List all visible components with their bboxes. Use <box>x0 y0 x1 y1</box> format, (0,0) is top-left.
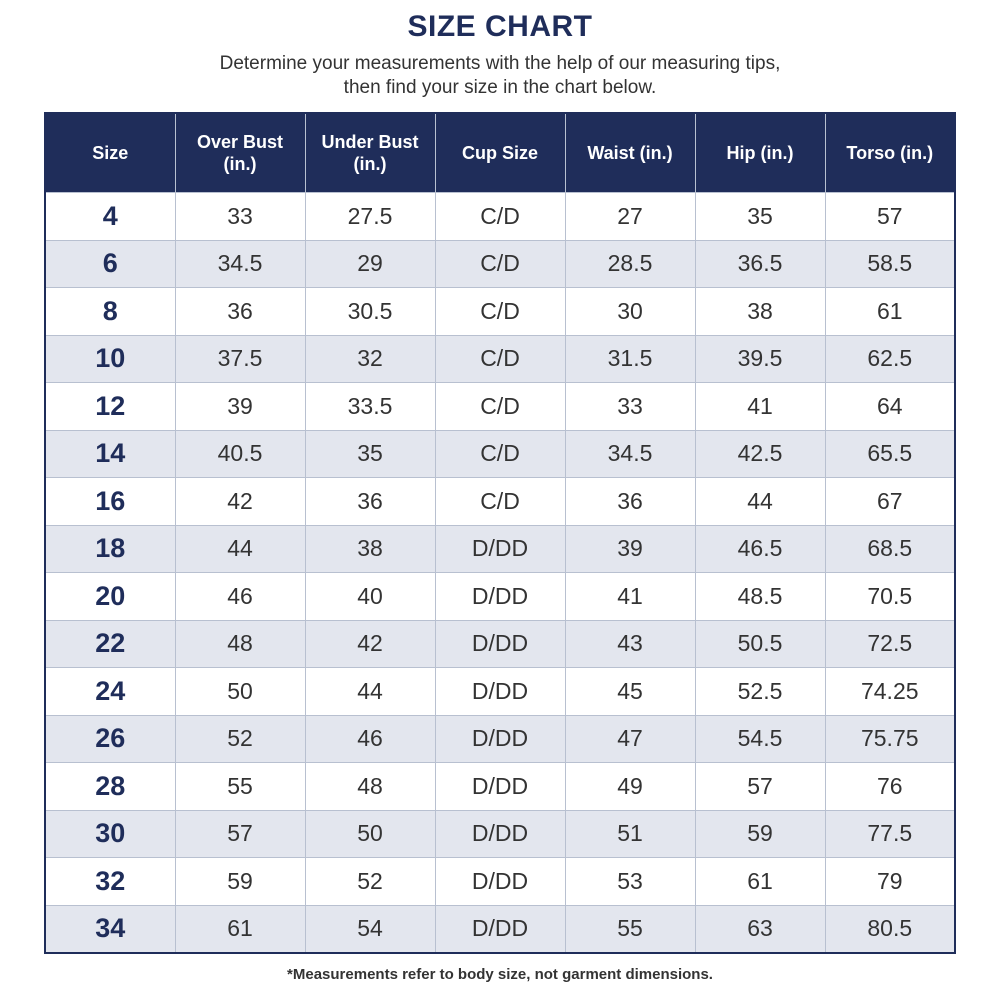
cup-size-cell: C/D <box>435 288 565 336</box>
page-subtitle <box>0 52 1000 100</box>
waist-cell: 34.5 <box>565 430 695 478</box>
subtitle-line-1: Determine your measurements with the help of our measuring tips, <box>219 53 781 74</box>
size-cell: 24 <box>45 668 175 716</box>
header-cup-size: Cup Size <box>435 113 565 193</box>
torso-cell: 79 <box>825 858 955 906</box>
waist-cell: 39 <box>565 525 695 573</box>
under-bust-cell: 54 <box>305 905 435 953</box>
cup-size-cell: D/DD <box>435 810 565 858</box>
table-row <box>45 383 955 431</box>
header-under-bust: Under Bust (in.) <box>305 113 435 193</box>
torso-cell: 75.75 <box>825 715 955 763</box>
under-bust-cell: 36 <box>305 478 435 526</box>
torso-cell: 77.5 <box>825 810 955 858</box>
size-cell: 8 <box>45 288 175 336</box>
torso-cell: 62.5 <box>825 335 955 383</box>
torso-cell: 67 <box>825 478 955 526</box>
cup-size-cell: D/DD <box>435 525 565 573</box>
waist-cell: 55 <box>565 905 695 953</box>
hip-cell: 41 <box>695 383 825 431</box>
size-cell: 30 <box>45 810 175 858</box>
torso-cell: 74.25 <box>825 668 955 716</box>
waist-cell: 49 <box>565 763 695 811</box>
table-row <box>45 430 955 478</box>
header-hip: Hip (in.) <box>695 113 825 193</box>
hip-cell: 50.5 <box>695 620 825 668</box>
cup-size-cell: C/D <box>435 240 565 288</box>
table-row <box>45 478 955 526</box>
over-bust-cell: 34.5 <box>175 240 305 288</box>
hip-cell: 42.5 <box>695 430 825 478</box>
table-row <box>45 905 955 953</box>
footnote: *Measurements refer to body size, not garment dimensions. <box>287 966 713 983</box>
under-bust-cell: 46 <box>305 715 435 763</box>
hip-cell: 54.5 <box>695 715 825 763</box>
waist-cell: 31.5 <box>565 335 695 383</box>
table-row <box>45 810 955 858</box>
size-cell: 20 <box>45 573 175 621</box>
header-size: Size <box>45 113 175 193</box>
torso-cell: 68.5 <box>825 525 955 573</box>
under-bust-cell: 27.5 <box>305 193 435 241</box>
under-bust-cell: 29 <box>305 240 435 288</box>
over-bust-cell: 37.5 <box>175 335 305 383</box>
table-row <box>45 193 955 241</box>
table-row <box>45 288 955 336</box>
over-bust-cell: 61 <box>175 905 305 953</box>
over-bust-cell: 59 <box>175 858 305 906</box>
cup-size-cell: C/D <box>435 193 565 241</box>
hip-cell: 36.5 <box>695 240 825 288</box>
header-waist: Waist (in.) <box>565 113 695 193</box>
hip-cell: 52.5 <box>695 668 825 716</box>
size-cell: 6 <box>45 240 175 288</box>
over-bust-cell: 52 <box>175 715 305 763</box>
under-bust-cell: 35 <box>305 430 435 478</box>
cup-size-cell: D/DD <box>435 715 565 763</box>
size-cell: 22 <box>45 620 175 668</box>
size-chart-table <box>44 112 956 954</box>
hip-cell: 59 <box>695 810 825 858</box>
over-bust-cell: 50 <box>175 668 305 716</box>
waist-cell: 30 <box>565 288 695 336</box>
over-bust-cell: 46 <box>175 573 305 621</box>
waist-cell: 33 <box>565 383 695 431</box>
hip-cell: 38 <box>695 288 825 336</box>
cup-size-cell: D/DD <box>435 858 565 906</box>
cup-size-cell: C/D <box>435 383 565 431</box>
waist-cell: 51 <box>565 810 695 858</box>
under-bust-cell: 42 <box>305 620 435 668</box>
cup-size-cell: D/DD <box>435 763 565 811</box>
table-row <box>45 525 955 573</box>
under-bust-cell: 50 <box>305 810 435 858</box>
size-cell: 34 <box>45 905 175 953</box>
torso-cell: 65.5 <box>825 430 955 478</box>
header-over-bust: Over Bust (in.) <box>175 113 305 193</box>
table-header-row <box>45 113 955 193</box>
hip-cell: 57 <box>695 763 825 811</box>
size-cell: 16 <box>45 478 175 526</box>
size-cell: 26 <box>45 715 175 763</box>
hip-cell: 44 <box>695 478 825 526</box>
table-row <box>45 573 955 621</box>
under-bust-cell: 30.5 <box>305 288 435 336</box>
hip-cell: 46.5 <box>695 525 825 573</box>
header-torso: Torso (in.) <box>825 113 955 193</box>
hip-cell: 35 <box>695 193 825 241</box>
torso-cell: 70.5 <box>825 573 955 621</box>
over-bust-cell: 55 <box>175 763 305 811</box>
hip-cell: 39.5 <box>695 335 825 383</box>
table-row <box>45 763 955 811</box>
under-bust-cell: 44 <box>305 668 435 716</box>
page-title: SIZE CHART <box>407 10 593 43</box>
waist-cell: 45 <box>565 668 695 716</box>
size-cell: 28 <box>45 763 175 811</box>
size-cell: 32 <box>45 858 175 906</box>
under-bust-cell: 38 <box>305 525 435 573</box>
torso-cell: 76 <box>825 763 955 811</box>
size-cell: 18 <box>45 525 175 573</box>
hip-cell: 48.5 <box>695 573 825 621</box>
over-bust-cell: 36 <box>175 288 305 336</box>
under-bust-cell: 32 <box>305 335 435 383</box>
waist-cell: 43 <box>565 620 695 668</box>
over-bust-cell: 33 <box>175 193 305 241</box>
cup-size-cell: C/D <box>435 335 565 383</box>
torso-cell: 57 <box>825 193 955 241</box>
table-row <box>45 668 955 716</box>
over-bust-cell: 48 <box>175 620 305 668</box>
over-bust-cell: 44 <box>175 525 305 573</box>
table-body <box>45 193 955 954</box>
waist-cell: 36 <box>565 478 695 526</box>
over-bust-cell: 39 <box>175 383 305 431</box>
waist-cell: 53 <box>565 858 695 906</box>
hip-cell: 63 <box>695 905 825 953</box>
subtitle-line-2: then find your size in the chart below. <box>343 77 657 98</box>
under-bust-cell: 48 <box>305 763 435 811</box>
cup-size-cell: C/D <box>435 430 565 478</box>
over-bust-cell: 40.5 <box>175 430 305 478</box>
cup-size-cell: D/DD <box>435 905 565 953</box>
table-row <box>45 858 955 906</box>
torso-cell: 80.5 <box>825 905 955 953</box>
cup-size-cell: C/D <box>435 478 565 526</box>
table-row <box>45 715 955 763</box>
table-row <box>45 240 955 288</box>
waist-cell: 47 <box>565 715 695 763</box>
under-bust-cell: 40 <box>305 573 435 621</box>
size-cell: 10 <box>45 335 175 383</box>
over-bust-cell: 57 <box>175 810 305 858</box>
cup-size-cell: D/DD <box>435 668 565 716</box>
over-bust-cell: 42 <box>175 478 305 526</box>
torso-cell: 61 <box>825 288 955 336</box>
waist-cell: 28.5 <box>565 240 695 288</box>
cup-size-cell: D/DD <box>435 573 565 621</box>
torso-cell: 58.5 <box>825 240 955 288</box>
torso-cell: 72.5 <box>825 620 955 668</box>
waist-cell: 41 <box>565 573 695 621</box>
size-cell: 12 <box>45 383 175 431</box>
table-row <box>45 335 955 383</box>
size-cell: 14 <box>45 430 175 478</box>
table-row <box>45 620 955 668</box>
hip-cell: 61 <box>695 858 825 906</box>
waist-cell: 27 <box>565 193 695 241</box>
size-cell: 4 <box>45 193 175 241</box>
under-bust-cell: 52 <box>305 858 435 906</box>
torso-cell: 64 <box>825 383 955 431</box>
under-bust-cell: 33.5 <box>305 383 435 431</box>
cup-size-cell: D/DD <box>435 620 565 668</box>
